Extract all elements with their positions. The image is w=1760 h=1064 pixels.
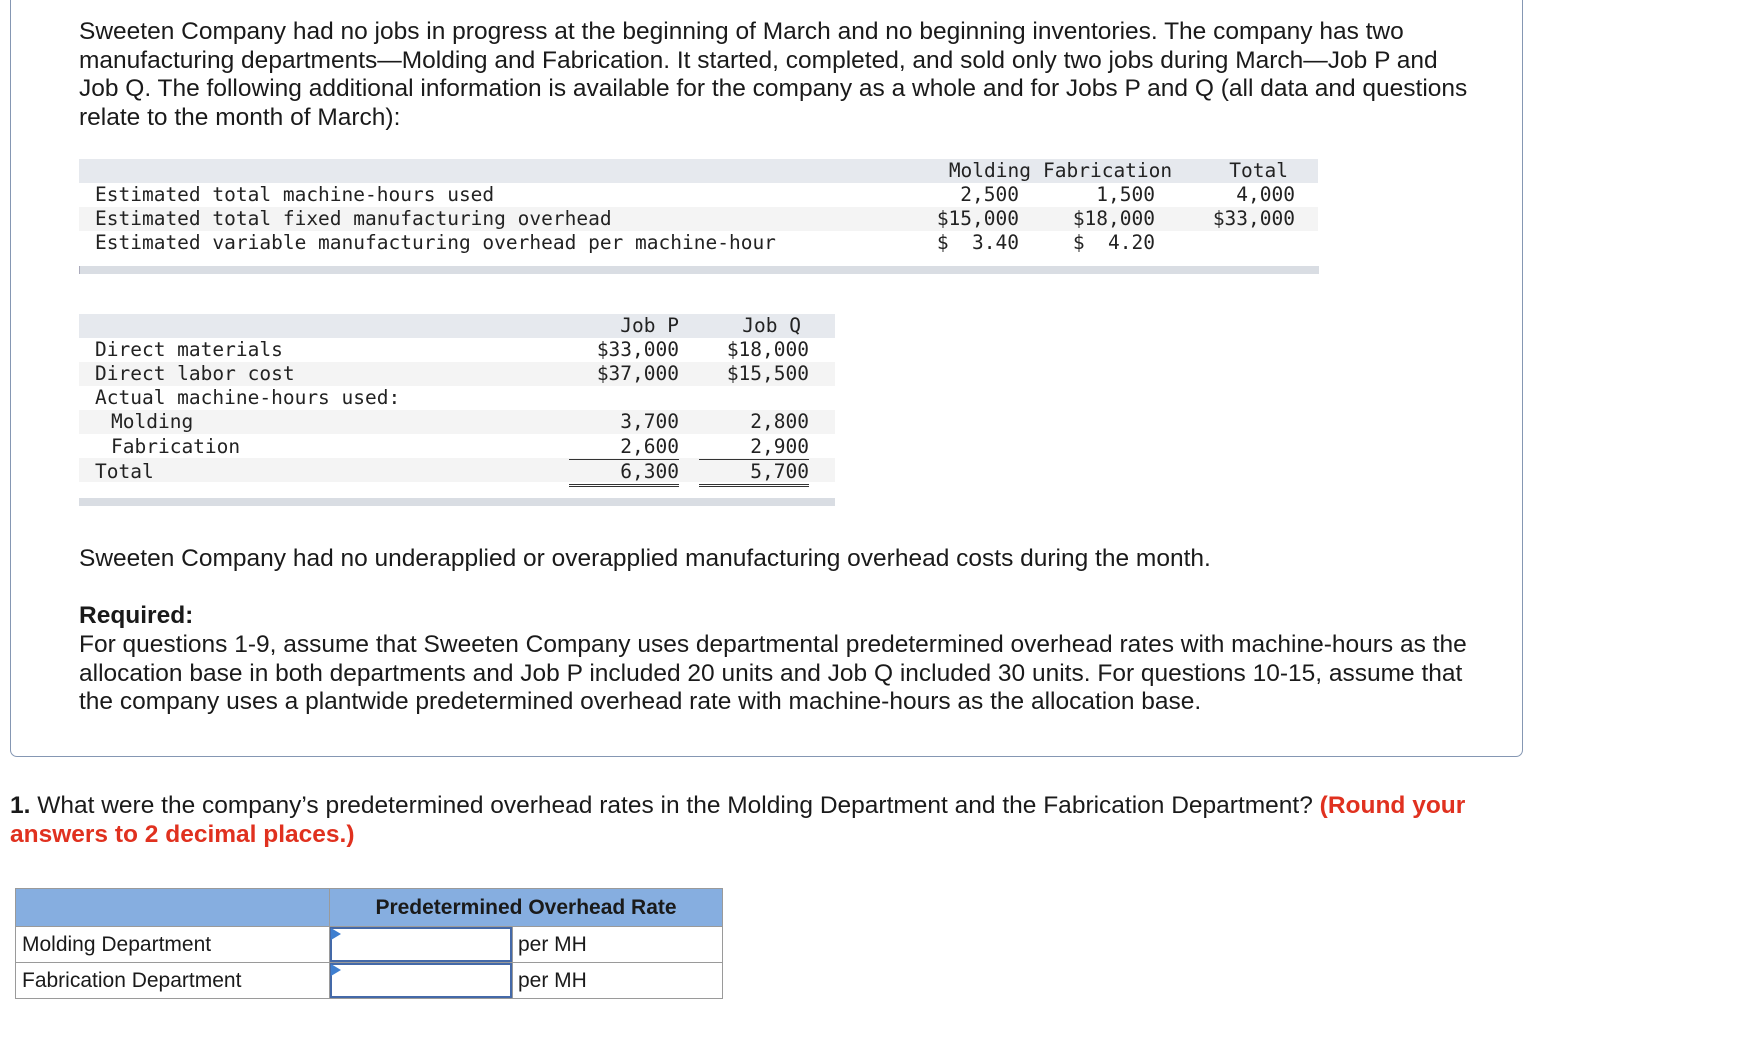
cell-job-p: $33,000 (596, 338, 679, 361)
total-double-rule (699, 484, 809, 487)
answer-row-fabrication (16, 963, 723, 999)
unit-label: per MH (513, 963, 723, 999)
cell-molding: 2,500 (960, 183, 1019, 206)
question-number: 1. (10, 792, 31, 819)
job-table (79, 314, 835, 510)
table-footer-bar (79, 266, 1319, 274)
row-label: Molding (111, 410, 194, 433)
cell-job-q: 2,900 (750, 435, 809, 458)
cell-job-q: 5,700 (750, 460, 809, 483)
molding-rate-input[interactable] (330, 927, 512, 962)
cell-total: $33,000 (1212, 207, 1295, 230)
rounding-hint: (Round your answers to 2 decimal places.) (10, 792, 1466, 848)
row-label: Estimated variable manufacturing overhead per machine-hour (95, 231, 776, 254)
row-label: Estimated total machine-hours used (95, 183, 495, 206)
required-heading: Required: (79, 602, 194, 629)
total-double-rule (569, 484, 679, 487)
col-header-fabrication: Fabrication (1043, 159, 1173, 182)
cell-molding: $15,000 (936, 207, 1019, 230)
row-label: Direct labor cost (95, 362, 295, 385)
row-label: Direct materials (95, 338, 283, 361)
col-header-molding: Molding (948, 159, 1031, 182)
cell-molding: $ 3.40 (936, 231, 1019, 254)
fabrication-rate-input[interactable] (330, 963, 512, 998)
overhead-note: Sweeten Company had no underapplied or overapplied manufacturing overhead costs during the month. (79, 545, 1211, 572)
answer-header-blank (16, 889, 330, 927)
cell-job-p: 6,300 (620, 460, 679, 483)
unit-label: per MH (513, 927, 723, 963)
row-label: Fabrication Department (16, 963, 330, 999)
input-flag-icon (331, 928, 341, 940)
row-label: Estimated total fixed manufacturing overhead (95, 207, 612, 230)
answer-row-molding (16, 927, 723, 963)
question-text: What were the company’s predetermined overhead rates in the Molding Department and the Fabrication Department? (37, 792, 1313, 819)
table-footer-bar (79, 498, 835, 506)
cell-fabrication: $ 4.20 (1072, 231, 1155, 254)
cell-total: 4,000 (1236, 183, 1295, 206)
department-table (79, 159, 1318, 277)
required-text: For questions 1-9, assume that Sweeten Company uses departmental predetermined overhead rates with machine-hours as the allocation base in both departments and Job P included 20 units and Job Q included 30 units. For questions 10-15, assume that the company uses a plantwide predetermined overhead rate with machine-hours as the allocation base. (79, 631, 1467, 715)
input-flag-icon (331, 964, 341, 976)
col-header-job-q: Job Q (742, 314, 801, 337)
row-label: Fabrication (111, 435, 241, 458)
intro-paragraph: Sweeten Company had no jobs in progress at the beginning of March and no beginning inventories. The company has two manufacturing departments—Molding and Fabrication. It started, completed, and sold only two jobs during March—Job P and Job Q. The following additional information is available for the company as a whole and for Jobs P and Q (all data and questions relate to the month of March): (79, 18, 1468, 131)
col-header-total: Total (1229, 159, 1288, 182)
cell-job-q: $18,000 (726, 338, 809, 361)
question-1 (10, 791, 1530, 849)
row-label: Actual machine-hours used: (95, 386, 401, 409)
answer-header: Predetermined Overhead Rate (330, 889, 723, 927)
cell-job-q: 2,800 (750, 410, 809, 433)
cell-job-p: 2,600 (620, 435, 679, 458)
row-label: Molding Department (16, 927, 330, 963)
cell-job-q: $15,500 (726, 362, 809, 385)
answer-table (15, 888, 723, 999)
cell-job-p: $37,000 (596, 362, 679, 385)
cell-fabrication: 1,500 (1096, 183, 1155, 206)
col-header-job-p: Job P (620, 314, 679, 337)
row-label: Total (95, 460, 154, 483)
cell-job-p: 3,700 (620, 410, 679, 433)
cell-fabrication: $18,000 (1072, 207, 1155, 230)
